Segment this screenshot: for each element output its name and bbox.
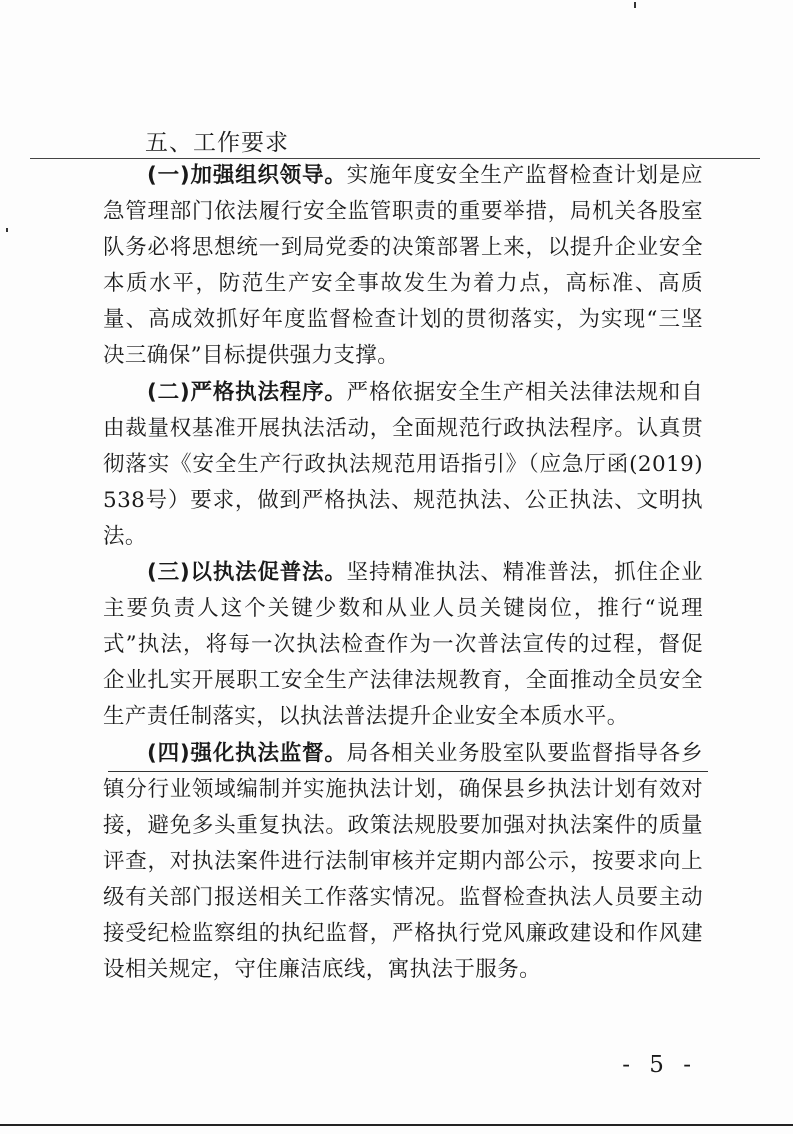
paragraph-lead: (二)严格执法程序。: [147, 379, 347, 405]
paragraph-text: 实施年度安全生产监督检查计划是应急管理部门依法履行安全监管职责的重要举措，局机关各股室队务必将思想统一到局党委的决策部署上来，以提升企业安全本质水平，防范生产安全事故发生为着力点，高标准、高质量、高成效抓好年度监督检查计划的贯彻落实，为实现“三坚决三确保”目标提供强力支撑。: [103, 163, 704, 369]
page-number: - 5 -: [622, 1052, 697, 1078]
paragraph-law-education: [103, 555, 703, 735]
section-heading: 五、工作要求: [145, 130, 289, 156]
paragraph-organization: [103, 158, 703, 375]
scan-mark: [634, 2, 636, 8]
paragraph-supervision: [103, 736, 703, 989]
document-body: [103, 158, 703, 988]
paragraph-procedure: [103, 375, 703, 555]
paragraph-lead: (四)强化执法监督。: [147, 740, 347, 766]
paragraph-text: 严格依据安全生产相关法律法规和自由裁量权基准开展执法活动，全面规范行政执法程序。认真贯彻落实《安全生产行政执法规范用语指引》（应急厅函(2019) 538号）要求，做到严格执法、规范执法、公正执法、文明执法。: [103, 379, 704, 549]
paragraph-text: 坚持精准执法、精准普法，抓住企业主要负责人这个关键少数和从业人员关键岗位，推行“说理式”执法，将每一次执法检查作为一次普法宣传的过程，督促企业扎实开展职工安全生产法律法规教育，全面推动全员安全生产责任制落实，以执法普法提升企业安全本质水平。: [103, 560, 704, 730]
paragraph-lead: (三)以执法促普法。: [147, 560, 347, 586]
paragraph-lead: (一)加强组织领导。: [147, 163, 347, 188]
scan-artifact-line: [0, 1124, 793, 1126]
paragraph-text: 局各相关业务股室队要监督指导各乡镇分行业领域编制并实施执法计划，确保县乡执法计划有效对接，避免多头重复执法。政策法规股要加强对执法案件的质量评查，对执法案件进行法制审核并定期内部公示，按要求向上级有关部门报送相关工作落实情况。监督检查执法人员要主动接受纪检监察组的执纪监督，严格执行党风廉政建设和作风建设相关规定，守住廉洁底线，寓执法于服务。: [103, 740, 704, 983]
scan-mark: [6, 228, 8, 232]
